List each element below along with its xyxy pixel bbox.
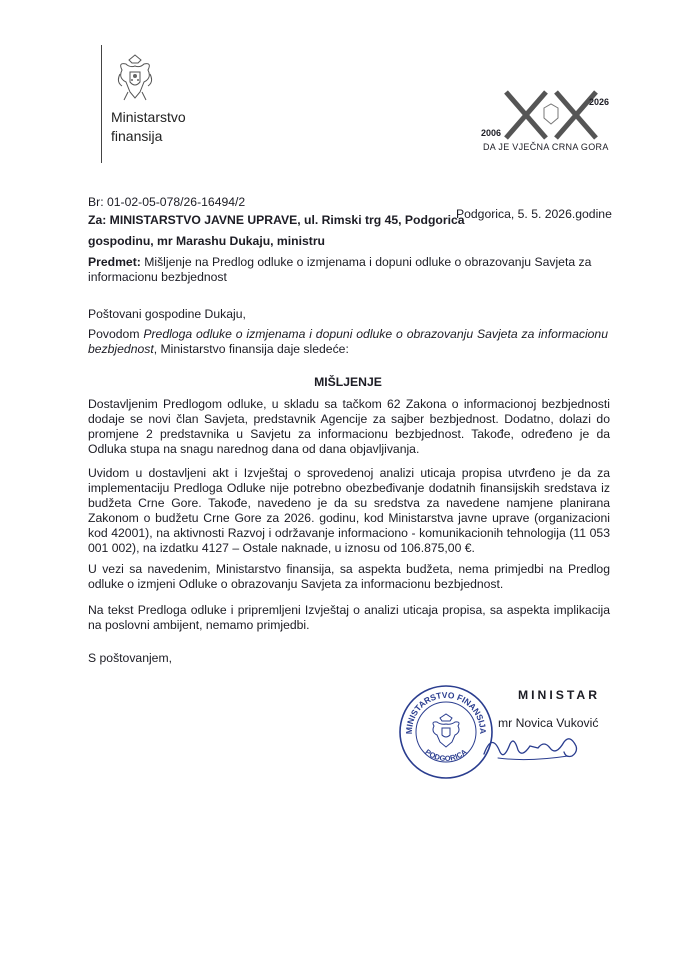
ministry-name-line2: finansija xyxy=(111,128,163,144)
place-date: Podgorica, 5. 5. 2026.godine xyxy=(456,207,612,221)
paragraph-2: Uvidom u dostavljeni akt i Izvještaj o sprovedenoj analizi uticaja propisa utvrđeno je da za implementaciju Predloga Odluke nije potrebno obezbeđivanje dodatnih finansijskih sredstava iz budžeta Crne Gore. Takođe, navedeno je da su sredstva za navedene namjene planirana Zakonom o budžetu Crne Gore za 2026. godinu, kod Ministarstva javne uprave (organizacioni kod 42001), na aktivnosti Razvoj i održavanje informaciono - komunikacionih tehnologija (11 053 001 002), na izdatku 4127 – Ostale naknade, u iznosu od 106.875,00 €. xyxy=(88,466,610,555)
ministry-name-line1: Ministarstvo xyxy=(111,109,186,125)
stamp-text-top: MINISTARSTVO FINANSIJA xyxy=(403,689,489,735)
xx-slogan: DA JE VJEČNA CRNA GORA xyxy=(483,142,609,152)
intro-suffix: , Ministarstvo finansija daje sledeće: xyxy=(153,342,349,356)
signatory-title: MINISTAR xyxy=(518,688,600,702)
subject-label: Predmet: xyxy=(88,255,141,269)
recipient-line1: Za: MINISTARSTVO JAVNE UPRAVE, ul. Rimski trg 45, Podgorica xyxy=(88,213,465,227)
handwritten-signature xyxy=(478,726,588,766)
ministry-name xyxy=(111,108,186,146)
xx-year-left: 2006 xyxy=(481,128,502,138)
intro-italic-title: Predloga odluke o izmjenama i dopuni odluke o obrazovanju Savjeta za informacionu bezbjednost xyxy=(88,327,608,356)
subject xyxy=(88,254,608,270)
reference-number: Br: 01-02-05-078/26-16494/2 xyxy=(88,195,246,209)
stamp-text-bottom: PODGORICA xyxy=(423,747,469,763)
subject-line1: Mišljenje na Predlog odluke o izmjenama i dopuni odluke o obrazovanju Savjeta za xyxy=(144,255,592,269)
xx-year-right: 2026 xyxy=(589,97,610,107)
intro-prefix: Povodom xyxy=(88,327,144,341)
subject-line2: informacionu bezbjednost xyxy=(88,270,227,284)
opinion-heading: MIŠLJENJE xyxy=(314,375,382,389)
paragraph-3: U vezi sa navedenim, Ministarstvo finansija, sa aspekta budžeta, nema primjedbi na Predlog odluke o izmjeni Odluke o obrazovanju Savjeta za informacionu bezbjednost. xyxy=(88,562,610,591)
coat-of-arms-icon xyxy=(114,52,156,104)
recipient-line2: gospodinu, mr Marashu Dukaju, ministru xyxy=(88,234,326,248)
header-divider xyxy=(101,45,102,163)
closing: S poštovanjem, xyxy=(88,651,173,665)
signatory-name: mr Novica Vuković xyxy=(498,716,599,730)
paragraph-1: Dostavljenim Predlogom odluke, u skladu sa tačkom 62 Zakona o informacionoj bezbjednosti dodaje se novi član Savjeta, predstavnik Agencije za sajber bezbjednost. Dodatno, dolazi do promjene 2 predstavnika u Savjetu za informacionu bezbjednost. Takođe, određeno je da Odluka stupa na snagu narednog dana od dana objavljivanja. xyxy=(88,397,610,456)
salutation: Poštovani gospodine Dukaju, xyxy=(88,307,246,321)
intro-paragraph xyxy=(88,327,608,357)
paragraph-4: Na tekst Predloga odluke i pripremljeni Izvještaj o analizi uticaja propisa, sa aspekta implikacija na poslovni ambijent, nemamo primjedbi. xyxy=(88,603,610,632)
